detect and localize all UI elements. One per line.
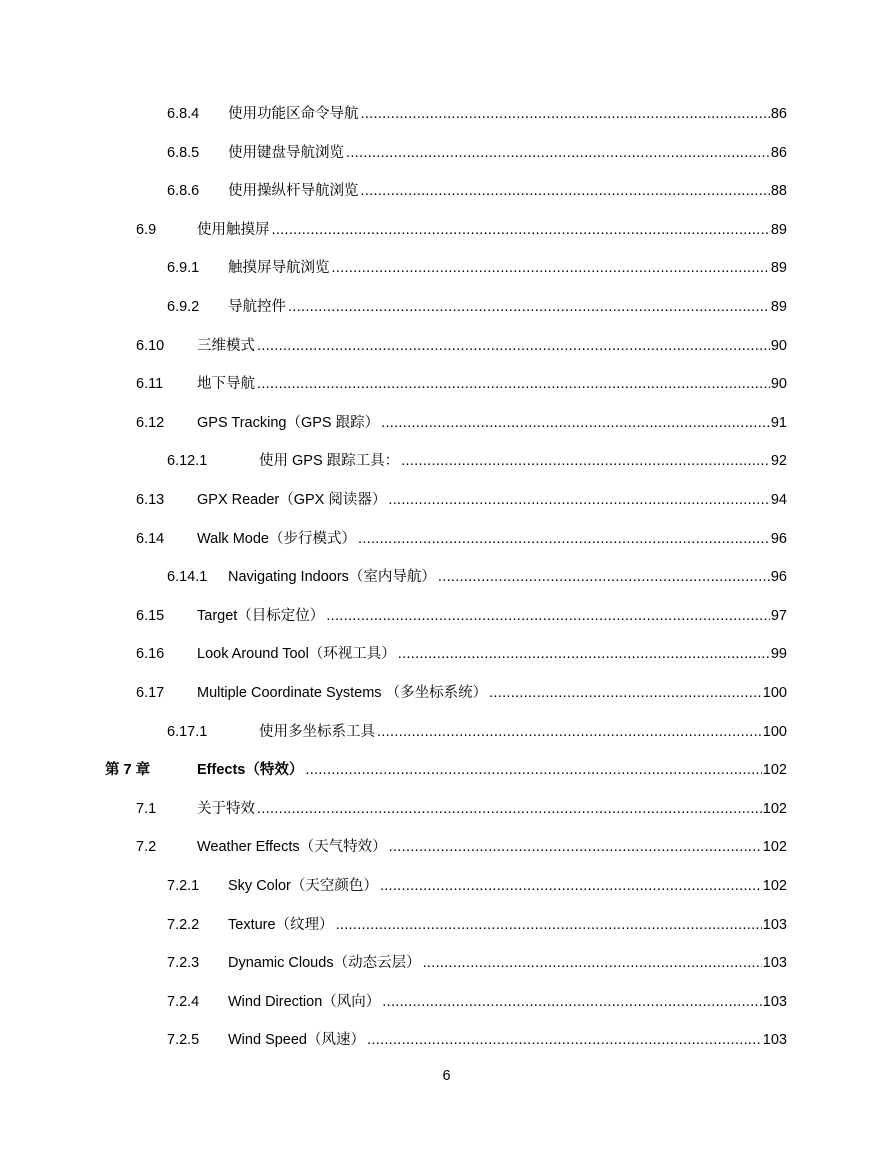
toc-entry[interactable] bbox=[0, 219, 893, 241]
toc-entry[interactable] bbox=[0, 914, 893, 936]
toc-dot-leader bbox=[389, 836, 762, 858]
toc-dot-leader bbox=[361, 103, 770, 125]
toc-entry-number: 6.13 bbox=[136, 492, 165, 508]
toc-entry[interactable] bbox=[0, 798, 893, 820]
toc-entry-number: 6.8.6 bbox=[167, 183, 200, 199]
toc-entry-number: 6.14.1 bbox=[167, 569, 208, 585]
toc-entry-title: 三维模式 bbox=[197, 338, 255, 354]
toc-dot-leader bbox=[382, 991, 762, 1013]
toc-entry-number: 7.2 bbox=[136, 839, 157, 855]
toc-entry-title: 关于特效 bbox=[197, 801, 255, 817]
toc-entry[interactable] bbox=[0, 142, 893, 164]
toc-dot-leader bbox=[401, 450, 770, 472]
toc-dot-leader bbox=[438, 566, 770, 588]
toc-entry-title: 地下导航 bbox=[197, 376, 255, 392]
toc-entry-number: 6.12.1 bbox=[167, 453, 208, 469]
toc-entry-title: 使用触摸屏 bbox=[197, 222, 270, 238]
toc-entry[interactable] bbox=[0, 103, 893, 125]
toc-dot-leader bbox=[257, 373, 770, 395]
toc-entry-page: 103 bbox=[762, 1032, 787, 1048]
toc-entry-title: Walk Mode（步行模式） bbox=[197, 531, 356, 547]
toc-entry[interactable] bbox=[0, 335, 893, 357]
toc-entry[interactable] bbox=[0, 991, 893, 1013]
toc-entry-number: 6.16 bbox=[136, 646, 165, 662]
toc-entry-page: 89 bbox=[770, 299, 787, 315]
toc-dot-leader bbox=[257, 335, 770, 357]
toc-entry-title: 导航控件 bbox=[228, 299, 286, 315]
toc-entry[interactable] bbox=[0, 489, 893, 511]
toc-entry-number: 7.2.5 bbox=[167, 1032, 200, 1048]
toc-entry-page: 90 bbox=[770, 376, 787, 392]
toc-dot-leader bbox=[361, 180, 770, 202]
toc-entry-number: 6.11 bbox=[136, 376, 164, 392]
toc-entry-page: 102 bbox=[762, 801, 787, 817]
toc-entry-number: 7.2.3 bbox=[167, 955, 200, 971]
toc-dot-leader bbox=[305, 759, 761, 781]
toc-entry-title: Multiple Coordinate Systems （多坐标系统） bbox=[197, 685, 488, 701]
page-number: 6 bbox=[442, 1068, 451, 1084]
toc-entry-title: Dynamic Clouds（动态云层） bbox=[228, 955, 421, 971]
toc-dot-leader bbox=[288, 296, 770, 318]
toc-entry-page: 103 bbox=[762, 917, 787, 933]
toc-entry[interactable] bbox=[0, 566, 893, 588]
toc-entry-number: 6.15 bbox=[136, 608, 165, 624]
toc-entry-page: 90 bbox=[770, 338, 787, 354]
toc-entry-page: 89 bbox=[770, 222, 787, 238]
toc-entry-page: 102 bbox=[762, 839, 787, 855]
toc-entry-page: 103 bbox=[762, 994, 787, 1010]
toc-entry-title: 使用 GPS 跟踪工具： bbox=[259, 453, 400, 469]
toc-dot-leader bbox=[326, 605, 770, 627]
toc-entry-page: 99 bbox=[770, 646, 787, 662]
toc-entry-page: 102 bbox=[762, 762, 787, 778]
toc-entry-page: 86 bbox=[770, 145, 787, 161]
toc-entry[interactable] bbox=[0, 180, 893, 202]
toc-entry-page: 86 bbox=[770, 106, 787, 122]
toc-entry[interactable] bbox=[0, 605, 893, 627]
toc-entry-title: Effects（特效） bbox=[197, 762, 304, 778]
toc-entry-page: 92 bbox=[770, 453, 787, 469]
toc-dot-leader bbox=[346, 142, 770, 164]
toc-dot-leader bbox=[381, 412, 770, 434]
toc-entry-title: GPX Reader（GPX 阅读器） bbox=[197, 492, 387, 508]
toc-entry[interactable] bbox=[0, 373, 893, 395]
toc-entry-title: 使用键盘导航浏览 bbox=[228, 145, 344, 161]
toc-entry-title: Navigating Indoors（室内导航） bbox=[228, 569, 436, 585]
toc-entry-title: Wind Direction（风向） bbox=[228, 994, 381, 1010]
toc-entry-page: 102 bbox=[762, 878, 787, 894]
toc-entry-title: 使用功能区命令导航 bbox=[228, 106, 359, 122]
toc-entry-page: 89 bbox=[770, 260, 787, 276]
toc-entry-page: 103 bbox=[762, 955, 787, 971]
toc-entry-number: 6.17.1 bbox=[167, 724, 208, 740]
toc-entry[interactable] bbox=[0, 257, 893, 279]
toc-entry-title: Look Around Tool（环视工具） bbox=[197, 646, 396, 662]
toc-entry[interactable] bbox=[0, 836, 893, 858]
toc-entry[interactable] bbox=[0, 759, 893, 781]
toc-entry[interactable] bbox=[0, 875, 893, 897]
toc-dot-leader bbox=[367, 1029, 762, 1051]
toc-dot-leader bbox=[358, 528, 770, 550]
toc-entry-title: Sky Color（天空颜色） bbox=[228, 878, 378, 894]
toc-entry[interactable] bbox=[0, 450, 893, 472]
toc-entry-number: 6.10 bbox=[136, 338, 165, 354]
toc-entry-number: 6.9.1 bbox=[167, 260, 200, 276]
toc-dot-leader bbox=[332, 257, 770, 279]
toc-dot-leader bbox=[489, 682, 762, 704]
toc-entry-title: 触摸屏导航浏览 bbox=[228, 260, 330, 276]
toc-entry-number: 7.1 bbox=[136, 801, 157, 817]
toc-entry-number: 7.2.1 bbox=[167, 878, 200, 894]
toc-entry-page: 100 bbox=[762, 724, 787, 740]
toc-entry-number: 6.12 bbox=[136, 415, 165, 431]
toc-entry[interactable] bbox=[0, 952, 893, 974]
toc-entry-page: 91 bbox=[770, 415, 787, 431]
toc-entry[interactable] bbox=[0, 296, 893, 318]
toc-entry-page: 96 bbox=[770, 569, 787, 585]
toc-entry-number: 6.17 bbox=[136, 685, 165, 701]
toc-entry-number: 6.9.2 bbox=[167, 299, 200, 315]
toc-entry-title: Weather Effects（天气特效） bbox=[197, 839, 387, 855]
toc-entry-number: 7.2.2 bbox=[167, 917, 200, 933]
toc-dot-leader bbox=[257, 798, 762, 820]
toc-entry-title: Target（目标定位） bbox=[197, 608, 325, 624]
toc-dot-leader bbox=[398, 643, 770, 665]
toc-entry[interactable] bbox=[0, 412, 893, 434]
toc-dot-leader bbox=[336, 914, 762, 936]
toc-entry[interactable] bbox=[0, 643, 893, 665]
toc-entry-number: 第 7 章 bbox=[105, 762, 151, 778]
toc-entry-number: 7.2.4 bbox=[167, 994, 200, 1010]
toc-entry-number: 6.8.5 bbox=[167, 145, 200, 161]
toc-entry-page: 96 bbox=[770, 531, 787, 547]
toc-entry-number: 6.9 bbox=[136, 222, 157, 238]
toc-entry-page: 97 bbox=[770, 608, 787, 624]
toc-dot-leader bbox=[380, 875, 762, 897]
toc-entry-title: Texture（纹理） bbox=[228, 917, 334, 933]
toc-entry-title: Wind Speed（风速） bbox=[228, 1032, 365, 1048]
toc-dot-leader bbox=[423, 952, 762, 974]
toc-entry[interactable] bbox=[0, 682, 893, 704]
toc-entry-title: 使用操纵杆导航浏览 bbox=[228, 183, 359, 199]
toc-entry-number: 6.14 bbox=[136, 531, 165, 547]
toc-dot-leader bbox=[272, 219, 770, 241]
toc-entry-page: 100 bbox=[762, 685, 787, 701]
toc-entry-page: 88 bbox=[770, 183, 787, 199]
toc-entry-number: 6.8.4 bbox=[167, 106, 200, 122]
toc-dot-leader bbox=[388, 489, 770, 511]
toc-dot-leader bbox=[377, 721, 762, 743]
toc-entry[interactable] bbox=[0, 528, 893, 550]
toc-entry[interactable] bbox=[0, 1029, 893, 1051]
toc-entry[interactable] bbox=[0, 721, 893, 743]
toc-entry-page: 94 bbox=[770, 492, 787, 508]
toc-entry-title: 使用多坐标系工具 bbox=[259, 724, 375, 740]
toc-entry-title: GPS Tracking（GPS 跟踪） bbox=[197, 415, 380, 431]
